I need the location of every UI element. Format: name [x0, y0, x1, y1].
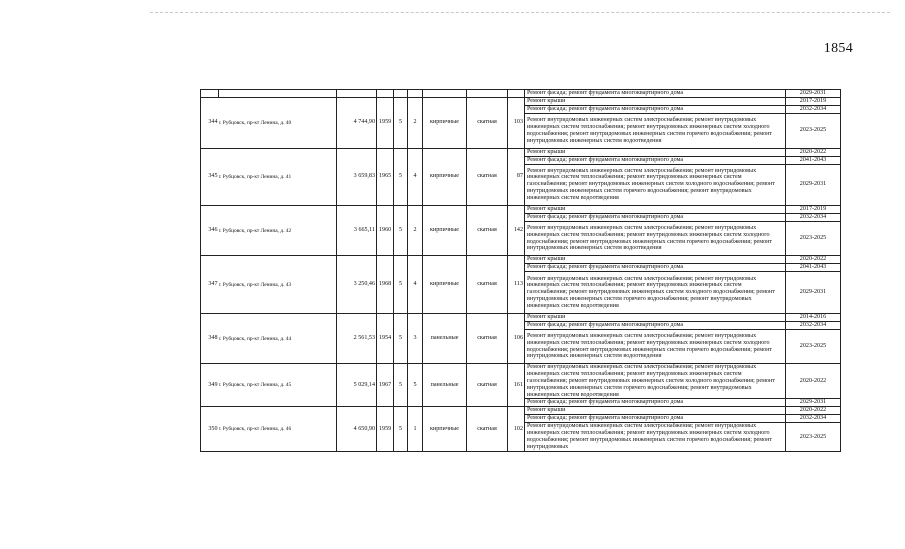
- work-period: 2023-2025: [786, 423, 841, 451]
- entrances-cell: 2: [408, 205, 423, 256]
- row-number: 347: [201, 256, 219, 313]
- roof-type-cell: скатная: [467, 205, 508, 256]
- work-period: 2032-2034: [786, 106, 841, 114]
- work-description: Ремонт внутридомовых инженерных систем электроснабжения; ремонт внутридомовых инженерных систем теплоснабжения; ремонт внутридомовых инженерных систем холодного водоснабжения; ремонт внутридомовых инженерных систем горячего водоснабжения; ремонт внутридомовых инженерных систем водоотведения: [525, 221, 786, 256]
- wall-material-cell: панельные: [423, 313, 467, 364]
- work-description: Ремонт внутридомовых инженерных систем электроснабжения; ремонт внутридомовых инженерных систем теплоснабжения; ремонт внутридомовых инженерных систем холодного водоснабжения; ремонт внутридомовых инженерных систем горячего водоснабжения; ремонт внутридомовых: [525, 423, 786, 451]
- year-cell: 1954: [377, 313, 394, 364]
- table-row: [201, 364, 841, 399]
- work-description: Ремонт фасада; ремонт фундамента многоквартирного дома: [525, 415, 786, 423]
- table-row: [201, 90, 841, 98]
- empty-cell: [219, 90, 337, 98]
- row-number: 346: [201, 205, 219, 256]
- work-period: 2017-2019: [786, 205, 841, 213]
- work-description: Ремонт крыши: [525, 256, 786, 264]
- work-description: Ремонт фасада; ремонт фундамента многоквартирного дома: [525, 106, 786, 114]
- year-cell: 1960: [377, 205, 394, 256]
- work-period: 2041-2043: [786, 264, 841, 272]
- address-cell: г. Рубцовск, пр-кт Ленина, д. 45: [219, 364, 337, 407]
- work-description: Ремонт фасада; ремонт фундамента многоквартирного дома: [525, 90, 786, 98]
- roof-type-cell: скатная: [467, 407, 508, 451]
- address-cell: г. Рубцовск, пр-кт Ленина, д. 41: [219, 148, 337, 205]
- work-description: Ремонт внутридомовых инженерных систем электроснабжения; ремонт внутридомовых инженерных систем теплоснабжения; ремонт внутридомовых инженерных систем холодного водоснабжения; ремонт внутридомовых инженерных систем горячего водоснабжения; ремонт внутридомовых инженерных систем водоотведения: [525, 114, 786, 149]
- row-number: 350: [201, 407, 219, 451]
- entrances-cell: 4: [408, 256, 423, 313]
- work-description: Ремонт внутридомовых инженерных систем электроснабжения; ремонт внутридомовых инженерных систем теплоснабжения; ремонт внутридомовых инженерных систем холодного водоснабжения; ремонт внутридомовых инженерных систем горячего водоснабжения; ремонт внутридомовых инженерных систем водоотведения: [525, 329, 786, 364]
- residents-cell: 142: [508, 205, 525, 256]
- table-row: [201, 148, 841, 156]
- work-period: 2020-2022: [786, 364, 841, 399]
- work-period: 2032-2034: [786, 415, 841, 423]
- residents-cell: 113: [508, 256, 525, 313]
- work-description: Ремонт крыши: [525, 407, 786, 415]
- year-cell: 1965: [377, 148, 394, 205]
- scan-edge-line: [150, 12, 890, 14]
- work-period: 2029-2031: [786, 90, 841, 98]
- address-cell: г. Рубцовск, пр-кт Ленина, д. 44: [219, 313, 337, 364]
- floors-cell: 5: [394, 256, 408, 313]
- floors-cell: 5: [394, 313, 408, 364]
- work-period: 2032-2034: [786, 213, 841, 221]
- area-cell: 5 029,14: [337, 364, 377, 407]
- entrances-cell: 3: [408, 313, 423, 364]
- work-period: 2023-2025: [786, 329, 841, 364]
- area-cell: 2 561,53: [337, 313, 377, 364]
- row-number: 349: [201, 364, 219, 407]
- row-number: 348: [201, 313, 219, 364]
- area-cell: 3 665,11: [337, 205, 377, 256]
- entrances-cell: 2: [408, 98, 423, 149]
- work-period: 2041-2043: [786, 156, 841, 164]
- repair-program-table: [200, 89, 841, 452]
- floors-cell: 5: [394, 148, 408, 205]
- wall-material-cell: панельные: [423, 364, 467, 407]
- empty-cell: [467, 90, 508, 98]
- empty-cell: [408, 90, 423, 98]
- work-period: 2014-2016: [786, 313, 841, 321]
- work-period: 2029-2031: [786, 272, 841, 313]
- year-cell: 1967: [377, 364, 394, 407]
- wall-material-cell: кирпичные: [423, 98, 467, 149]
- page-number: 1854: [823, 41, 853, 56]
- year-cell: 1959: [377, 98, 394, 149]
- area-cell: 4 650,90: [337, 407, 377, 451]
- table-row: [201, 205, 841, 213]
- work-period: 2023-2025: [786, 114, 841, 149]
- work-period: 2020-2022: [786, 148, 841, 156]
- work-description: Ремонт крыши: [525, 205, 786, 213]
- residents-cell: 102: [508, 407, 525, 451]
- wall-material-cell: кирпичные: [423, 256, 467, 313]
- work-period: 2020-2022: [786, 407, 841, 415]
- row-number: 344: [201, 98, 219, 149]
- work-period: 2017-2019: [786, 98, 841, 106]
- empty-cell: [377, 90, 394, 98]
- wall-material-cell: кирпичные: [423, 148, 467, 205]
- floors-cell: 5: [394, 98, 408, 149]
- residents-cell: 161: [508, 364, 525, 407]
- entrances-cell: 5: [408, 364, 423, 407]
- residents-cell: 103: [508, 98, 525, 149]
- address-cell: г. Рубцовск, пр-кт Ленина, д. 42: [219, 205, 337, 256]
- work-description: Ремонт фасада; ремонт фундамента многоквартирного дома: [525, 213, 786, 221]
- year-cell: 1959: [377, 407, 394, 451]
- work-description: Ремонт фасада; ремонт фундамента многоквартирного дома: [525, 321, 786, 329]
- wall-material-cell: кирпичные: [423, 407, 467, 451]
- work-description: Ремонт крыши: [525, 313, 786, 321]
- roof-type-cell: скатная: [467, 313, 508, 364]
- wall-material-cell: кирпичные: [423, 205, 467, 256]
- work-period: 2029-2031: [786, 399, 841, 407]
- address-cell: г. Рубцовск, пр-кт Ленина, д. 46: [219, 407, 337, 451]
- table-row: [201, 98, 841, 106]
- empty-cell: [201, 90, 219, 98]
- work-period: 2020-2022: [786, 256, 841, 264]
- table-row: [201, 313, 841, 321]
- address-cell: г. Рубцовск, пр-кт Ленина, д. 40: [219, 98, 337, 149]
- work-period: 2029-2031: [786, 164, 841, 205]
- work-period: 2032-2034: [786, 321, 841, 329]
- work-description: Ремонт внутридомовых инженерных систем электроснабжения; ремонт внутридомовых инженерных систем теплоснабжения; ремонт внутридомовых инженерных систем газоснабжения; ремонт внутридомовых инженерных систем холодного водоснабжения; ремонт внутридомовых инженерных систем горячего водоснабжения; ремонт внутридомовых инженерных систем водоотведения: [525, 364, 786, 399]
- area-cell: 3 659,83: [337, 148, 377, 205]
- roof-type-cell: скатная: [467, 256, 508, 313]
- residents-cell: 106: [508, 313, 525, 364]
- entrances-cell: 1: [408, 407, 423, 451]
- address-cell: г. Рубцовск, пр-кт Ленина, д. 43: [219, 256, 337, 313]
- work-description: Ремонт крыши: [525, 98, 786, 106]
- empty-cell: [423, 90, 467, 98]
- area-cell: 3 250,46: [337, 256, 377, 313]
- area-cell: 4 744,90: [337, 98, 377, 149]
- work-description: Ремонт внутридомовых инженерных систем электроснабжения; ремонт внутридомовых инженерных систем теплоснабжения; ремонт внутридомовых инженерных систем газоснабжения; ремонт внутридомовых инженерных систем холодного водоснабжения; ремонт внутридомовых инженерных систем горячего водоснабжения; ремонт внутридомовых инженерных систем водоотведения: [525, 164, 786, 205]
- empty-cell: [508, 90, 525, 98]
- floors-cell: 5: [394, 407, 408, 451]
- floors-cell: 5: [394, 205, 408, 256]
- work-period: 2023-2025: [786, 221, 841, 256]
- roof-type-cell: скатная: [467, 364, 508, 407]
- residents-cell: 87: [508, 148, 525, 205]
- empty-cell: [337, 90, 377, 98]
- entrances-cell: 4: [408, 148, 423, 205]
- roof-type-cell: скатная: [467, 98, 508, 149]
- work-description: Ремонт фасада; ремонт фундамента многоквартирного дома: [525, 156, 786, 164]
- year-cell: 1968: [377, 256, 394, 313]
- work-description: Ремонт крыши: [525, 148, 786, 156]
- table-row: [201, 407, 841, 415]
- work-description: Ремонт фасада; ремонт фундамента многоквартирного дома: [525, 264, 786, 272]
- table-row: [201, 256, 841, 264]
- roof-type-cell: скатная: [467, 148, 508, 205]
- empty-cell: [394, 90, 408, 98]
- work-description: Ремонт фасада; ремонт фундамента многоквартирного дома: [525, 399, 786, 407]
- row-number: 345: [201, 148, 219, 205]
- work-description: Ремонт внутридомовых инженерных систем электроснабжения; ремонт внутридомовых инженерных систем теплоснабжения; ремонт внутридомовых инженерных систем газоснабжения; ремонт внутридомовых инженерных систем холодного водоснабжения; ремонт внутридомовых инженерных систем горячего водоснабжения; ремонт внутридомовых инженерных систем водоотведения: [525, 272, 786, 313]
- floors-cell: 5: [394, 364, 408, 407]
